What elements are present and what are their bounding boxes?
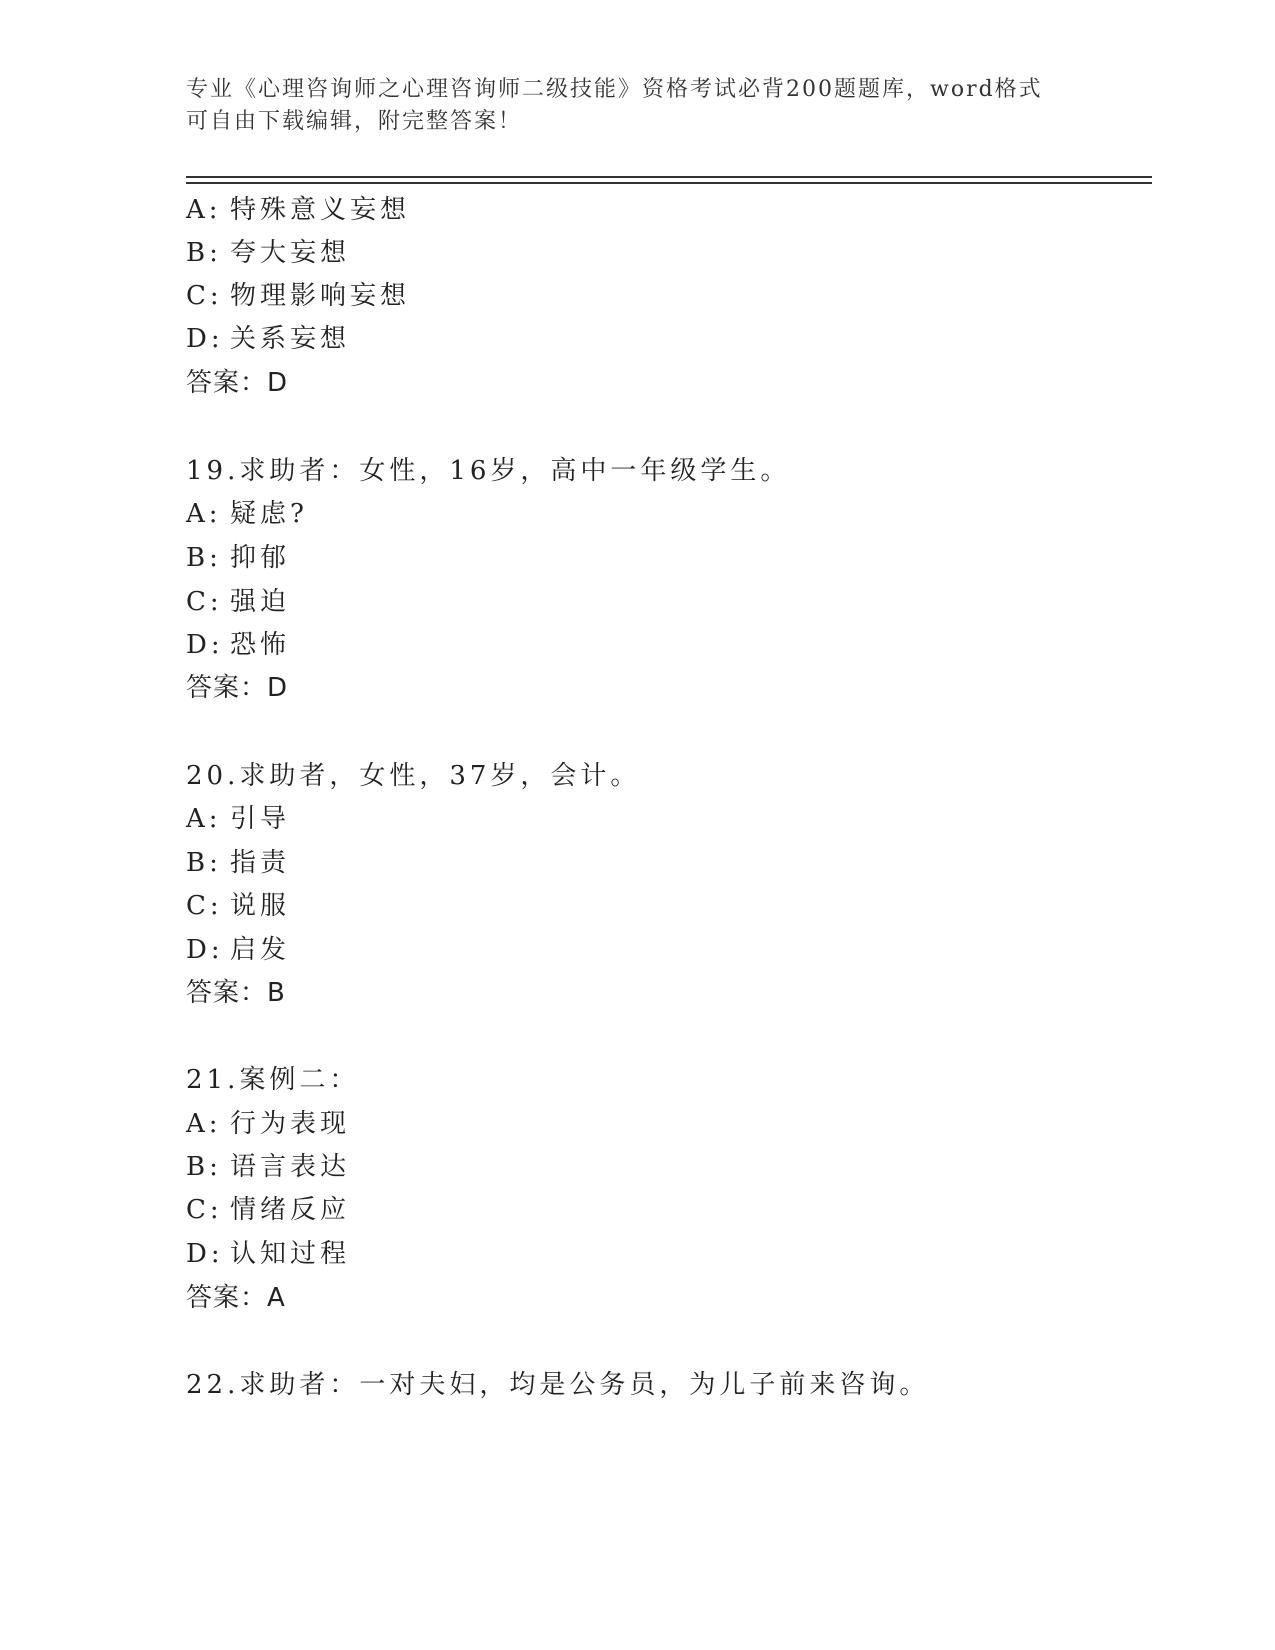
option-letter: C:: [186, 1195, 223, 1225]
option-text: 引导: [230, 804, 291, 834]
answer-line: 答案：A: [186, 1283, 286, 1313]
option-d: [186, 1234, 350, 1274]
option-text: 物理影响妄想: [230, 281, 411, 311]
option-letter: C:: [186, 281, 223, 311]
option-letter: D:: [186, 630, 224, 660]
header-divider-top: [186, 176, 1152, 178]
option-letter: D:: [186, 324, 224, 354]
option-text: 疑虑?: [230, 499, 308, 529]
option-text: 情绪反应: [230, 1195, 351, 1225]
option-d: [186, 319, 350, 359]
option-b: [186, 1147, 350, 1187]
option-letter: B:: [186, 848, 222, 878]
question-21: 21.案例二：: [186, 1065, 360, 1095]
option-letter: A:: [186, 804, 222, 834]
option-text: 指责: [230, 848, 291, 878]
option-b: [186, 233, 350, 273]
option-letter: D:: [186, 1239, 224, 1269]
option-letter: B:: [186, 238, 222, 268]
option-text: 强迫: [230, 587, 291, 617]
option-text: 抑郁: [230, 543, 291, 573]
question-22: 22.求助者：一对夫妇，均是公务员，为儿子前来咨询。: [186, 1370, 930, 1400]
header-line-2: 可自由下载编辑，附完整答案！: [186, 109, 523, 134]
option-a: [186, 190, 410, 230]
option-text: 启发: [230, 935, 291, 965]
option-letter: A:: [186, 195, 222, 225]
option-text: 认知过程: [230, 1239, 351, 1269]
option-text: 特殊意义妄想: [230, 195, 411, 225]
answer-line: 答案：D: [186, 673, 289, 703]
option-text: 夸大妄想: [230, 238, 351, 268]
option-letter: A:: [186, 499, 222, 529]
option-a: [186, 494, 308, 534]
option-a: [186, 1104, 350, 1144]
option-c: [186, 886, 290, 926]
answer-line: 答案：D: [186, 368, 289, 398]
option-a: [186, 799, 290, 839]
option-letter: B:: [186, 1152, 222, 1182]
option-c: [186, 582, 290, 622]
option-letter: A:: [186, 1109, 222, 1139]
header-divider-bottom: [186, 182, 1152, 184]
option-text: 行为表现: [230, 1109, 351, 1139]
question-19: 19.求助者：女性，16岁，高中一年级学生。: [186, 456, 791, 486]
header-line-1: 专业《心理咨询师之心理咨询师二级技能》资格考试必背200题题库，word格式: [186, 77, 1043, 102]
option-b: [186, 843, 290, 883]
option-letter: C:: [186, 891, 223, 921]
option-text: 恐怖: [230, 630, 291, 660]
option-d: [186, 625, 290, 665]
option-letter: B:: [186, 543, 222, 573]
option-letter: D:: [186, 935, 224, 965]
option-c: [186, 276, 410, 316]
option-letter: C:: [186, 587, 223, 617]
document-header: [186, 74, 1066, 138]
option-text: 语言表达: [230, 1152, 351, 1182]
option-text: 说服: [230, 891, 291, 921]
option-text: 关系妄想: [230, 324, 351, 354]
option-d: [186, 930, 290, 970]
question-20: 20.求助者，女性，37岁，会计。: [186, 761, 641, 791]
option-c: [186, 1190, 350, 1230]
answer-line: 答案：B: [186, 978, 286, 1008]
option-b: [186, 538, 290, 578]
